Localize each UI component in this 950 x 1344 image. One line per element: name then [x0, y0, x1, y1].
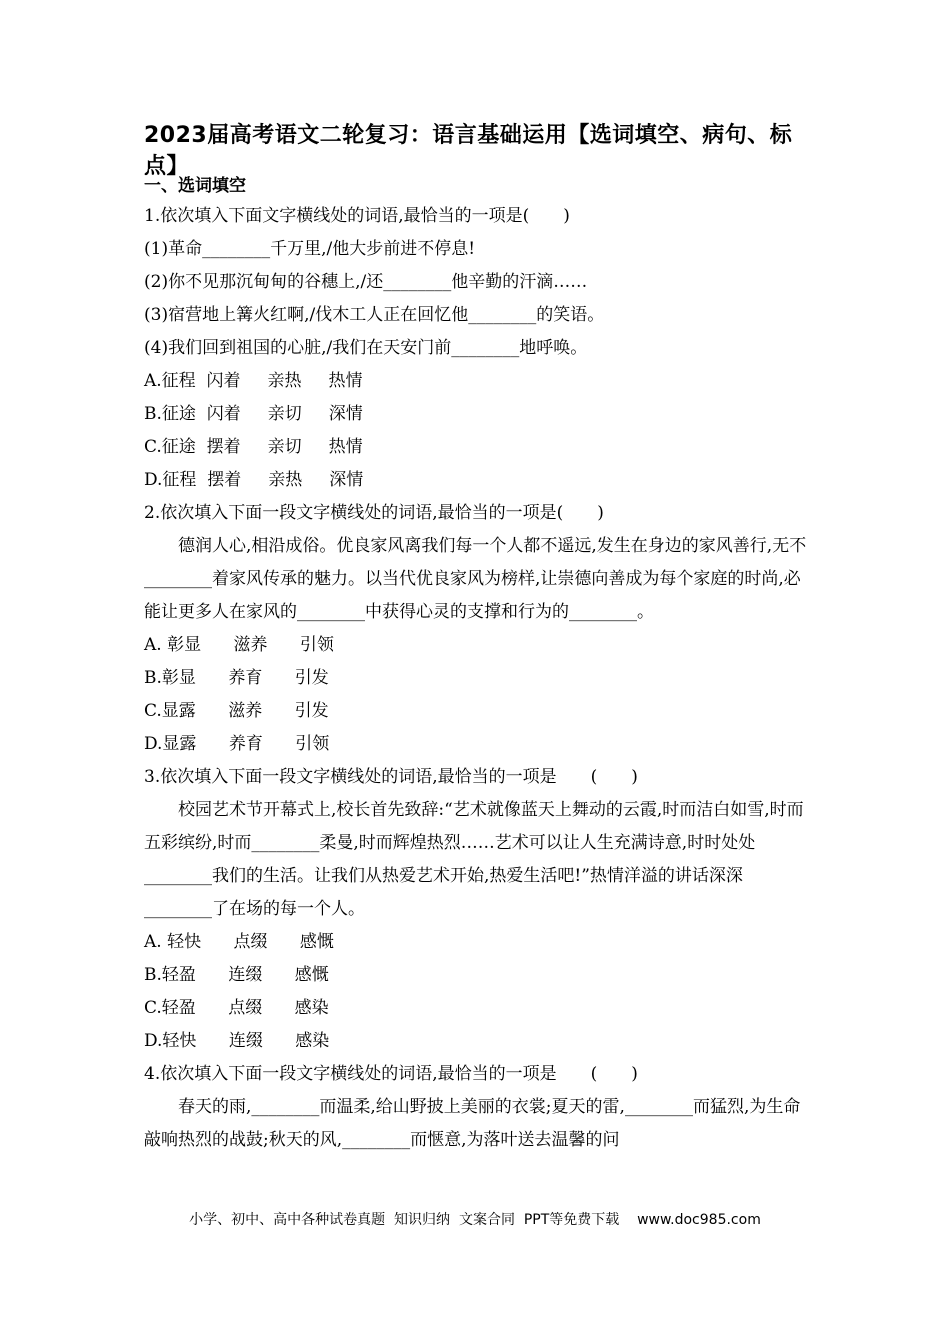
option-c: C.轻盈 点缀 感染	[144, 998, 329, 1018]
option-d: D.轻快 连缀 感染	[144, 1031, 330, 1051]
question-2	[144, 497, 809, 761]
option-d: D.征程 摆着 亲热 深情	[144, 470, 364, 490]
passage-paragraph: 春天的雨,________而温柔,给山野披上美丽的衣裳;夏天的雷,________而猛烈,为生命敲响热烈的战鼓;秋天的风,________而惬意,为落叶送去温馨的问	[144, 1097, 801, 1150]
section-heading: 一、选词填空	[144, 176, 246, 196]
page-footer: 小学、初中、高中各种试卷真题 知识归纳 文案合同 PPT等免费下载 www.doc985.com	[189, 1212, 761, 1228]
option-b: B.彰显 养育 引发	[144, 668, 329, 688]
poem-line: (3)宿营地上篝火红啊,/伐木工人正在回忆他________的笑语。	[144, 305, 605, 325]
option-b: B.征途 闪着 亲切 深情	[144, 404, 363, 424]
poem-line: (4)我们回到祖国的心脏,/我们在天安门前________地呼唤。	[144, 338, 588, 358]
option-a: A.征程 闪着 亲热 热情	[144, 371, 363, 391]
passage-paragraph: 校园艺术节开幕式上,校长首先致辞:“艺术就像蓝天上舞动的云霞,时而洁白如雪,时而五彩缤纷,时而________柔曼,时而辉煌热烈……艺术可以让人生充满诗意,时时处处	[144, 800, 804, 853]
question-stem: 4.依次填入下面一段文字横线处的词语,最恰当的一项是 ( )	[144, 1064, 638, 1084]
page-title: 2023届高考语文二轮复习：语言基础运用【选词填空、病句、标点】	[144, 123, 793, 179]
option-a: A. 彰显 滋养 引领	[144, 635, 334, 655]
question-4	[144, 1058, 809, 1157]
option-a: A. 轻快 点缀 感慨	[144, 932, 334, 952]
poem-line: (2)你不见那沉甸甸的谷穗上,/还________他辛勤的汗滴……	[144, 272, 588, 292]
option-d: D.显露 养育 引领	[144, 734, 330, 754]
question-stem: 1.依次填入下面文字横线处的词语,最恰当的一项是( )	[144, 206, 570, 226]
question-3	[144, 761, 809, 1058]
question-stem: 3.依次填入下面一段文字横线处的词语,最恰当的一项是 ( )	[144, 767, 638, 787]
question-stem: 2.依次填入下面一段文字横线处的词语,最恰当的一项是( )	[144, 503, 604, 523]
document-body	[144, 200, 809, 1157]
passage-paragraph: 德润人心,相沿成俗。优良家风离我们每一个人都不遥远,发生在身边的家风善行,无不	[178, 536, 807, 556]
option-b: B.轻盈 连缀 感慨	[144, 965, 329, 985]
question-1	[144, 200, 809, 497]
passage-paragraph: ________着家风传承的魅力。以当代优良家风为榜样,让崇德向善成为每个家庭的时尚,必能让更多人在家风的________中获得心灵的支撑和行为的________。	[144, 569, 801, 622]
option-c: C.显露 滋养 引发	[144, 701, 329, 721]
passage-paragraph: ________我们的生活。让我们从热爱艺术开始,热爱生活吧!”热情洋溢的讲话深深________了在场的每一个人。	[144, 866, 743, 919]
option-c: C.征途 摆着 亲切 热情	[144, 437, 363, 457]
poem-line: (1)革命________千万里,/他大步前进不停息!	[144, 239, 476, 259]
